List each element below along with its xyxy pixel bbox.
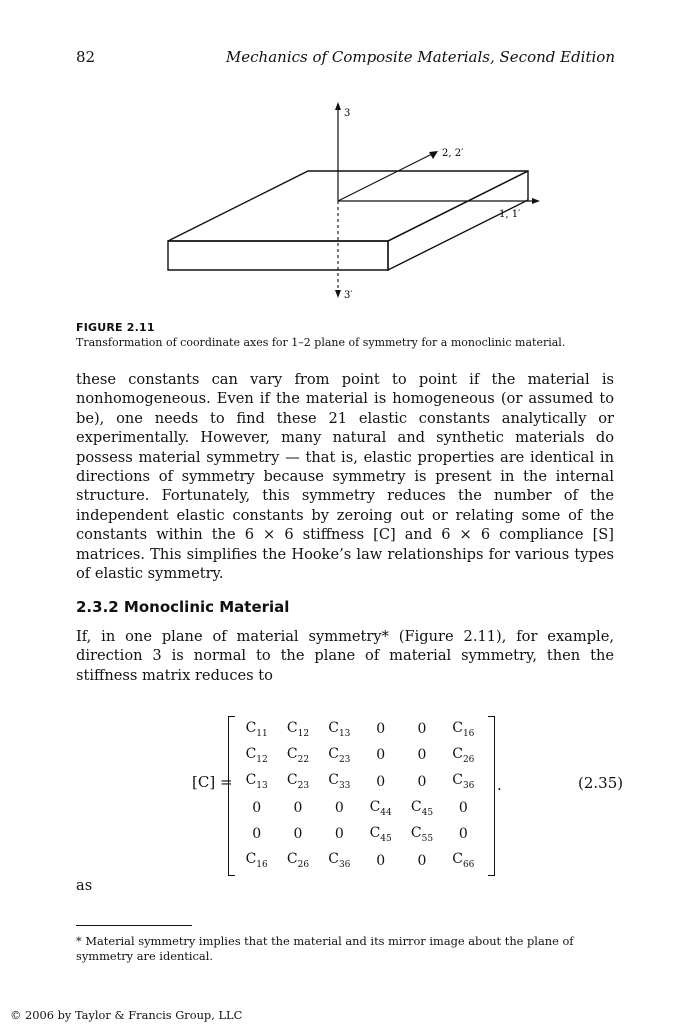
axis-2-label: 2, 2′ (442, 148, 464, 159)
matrix-cell: $C_{23}$ (286, 772, 310, 792)
matrix-cell: $C_{13}$ (245, 772, 268, 792)
matrix-cell: $C_{33}$ (328, 772, 351, 792)
matrix-cell: 0 (376, 747, 386, 764)
matrix-cell: $C_{66}$ (452, 851, 475, 871)
matrix-cell: $C_{45}$ (369, 825, 392, 844)
figure-caption: Transformation of coordinate axes for 1–2 plane of symmetry for a monoclinic material. (76, 336, 566, 349)
body-paragraph-1: these constants can vary from point to point if the material is nonhomogeneous. Even if the material is homogeneous (or assumed to be), one needs to find these 21 elastic constants analytically or experimentally. However, many natural and synthetic materials do possess material symmetry — that is, elastic properties are identical in directions of symmetry because symmetry is present in the internal structure. Fortunately, this symmetry reduces the number of the independent elastic constants by zeroing out or relating some of the constants within the 6 × 6 stiffness [C] and 6 × 6 compliance [S] matrices. This simplifies the Hooke’s law relationships for various types of elastic symmetry. (76, 371, 614, 583)
slab-side-face (388, 171, 528, 270)
matrix-cell: $C_{45}$ (410, 798, 434, 818)
axis-3prime-label: 3′ (344, 290, 353, 301)
matrix-cell: $C_{26}$ (452, 746, 475, 765)
matrix-cell: 0 (293, 800, 303, 817)
matrix-cell: $C_{26}$ (286, 851, 310, 871)
matrix-cell: $C_{44}$ (369, 798, 392, 818)
matrix-cell: 0 (417, 721, 427, 738)
equation-number: (2.35) (578, 774, 624, 792)
matrix-cell: 0 (376, 852, 386, 869)
running-title: Mechanics of Composite Materials, Second Edition (225, 48, 615, 66)
matrix-cell: $C_{16}$ (245, 851, 268, 871)
body-paragraph-2: If, in one plane of material symmetry* (Figure 2.11), for example, direction 3 is normal to the plane of material symmetry, then the stiffness matrix reduces to (76, 628, 614, 684)
matrix-period: . (497, 776, 502, 794)
axis-2-line (338, 154, 432, 201)
matrix-cell: $C_{11}$ (245, 719, 268, 739)
matrix-cell: $C_{36}$ (452, 772, 475, 792)
matrix-cell: 0 (334, 800, 344, 817)
matrix-grid (236, 716, 484, 874)
matrix-cell: 0 (252, 826, 262, 843)
figure-label: FIGURE 2.11 (76, 321, 155, 334)
axis-1-arrowhead (532, 198, 540, 204)
matrix-cell: $C_{36}$ (328, 851, 351, 871)
matrix-cell: 0 (293, 826, 303, 843)
stiffness-matrix-equation (192, 710, 512, 885)
matrix-left-bracket (228, 716, 235, 876)
section-heading: 2.3.2 Monoclinic Material (76, 598, 290, 616)
matrix-cell: 0 (376, 721, 386, 738)
matrix-cell: $C_{22}$ (286, 746, 310, 765)
matrix-cell: 0 (458, 800, 468, 817)
matrix-cell: $C_{12}$ (286, 719, 310, 739)
slab-top-face (168, 171, 528, 241)
page-number: 82 (76, 48, 96, 66)
matrix-cell: $C_{13}$ (328, 719, 351, 739)
figure-2-11-diagram (150, 98, 550, 308)
matrix-cell: 0 (417, 747, 427, 764)
axis-3-arrowhead (335, 102, 341, 110)
matrix-cell: 0 (252, 800, 262, 817)
slab-front-face (168, 241, 388, 270)
matrix-right-bracket (488, 716, 495, 876)
matrix-cell: 0 (376, 773, 386, 790)
footnote: * Material symmetry implies that the material and its mirror image about the plane of symmetry are identical. (76, 934, 574, 963)
axis-1-label: 1, 1′ (499, 209, 521, 220)
matrix-lhs: [C] = (192, 773, 233, 791)
axis-3prime-arrowhead (335, 290, 341, 298)
matrix-cell: $C_{23}$ (328, 746, 351, 765)
matrix-cell: $C_{12}$ (245, 746, 268, 765)
matrix-cell: $C_{16}$ (452, 719, 475, 739)
matrix-cell: 0 (334, 826, 344, 843)
body-text-after-equation: as (76, 877, 93, 894)
copyright-notice: © 2006 by Taylor & Francis Group, LLC (10, 1008, 243, 1022)
matrix-cell: 0 (458, 826, 468, 843)
matrix-cell: 0 (417, 773, 427, 790)
matrix-cell: 0 (417, 852, 427, 869)
axis-3-label: 3 (344, 108, 351, 119)
footnote-divider (76, 925, 192, 926)
matrix-cell: $C_{55}$ (410, 825, 434, 844)
